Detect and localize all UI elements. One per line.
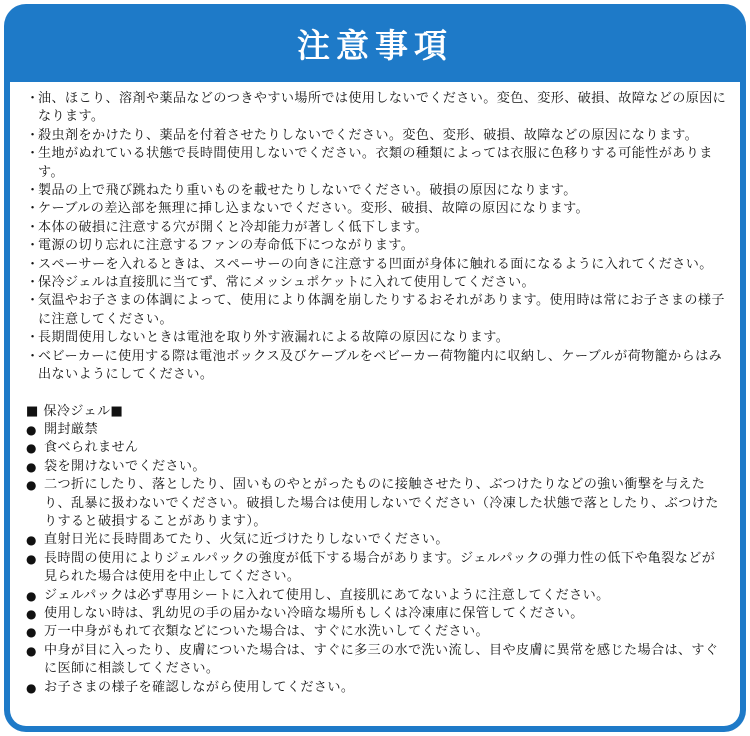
- section-gap: [26, 385, 728, 403]
- gel-note-item-text: ジェルパックは必ず専用シートに入れて使用し、直接肌にあてないように注意してください。: [44, 587, 610, 603]
- caution-item: [26, 127, 728, 145]
- caution-item-text: スペーサーを入れるときは、スペーサーの向きに注意する凹面が身体に触れる面になるように入れてください。: [38, 256, 713, 272]
- gel-note-item: [26, 421, 728, 439]
- bullet-mark: ・: [26, 201, 40, 217]
- caution-item: [26, 329, 728, 347]
- bullet-mark: ●: [26, 643, 37, 658]
- gel-note-item: [26, 642, 728, 679]
- bullet-mark: ・: [26, 256, 40, 272]
- gel-note-item: [26, 623, 728, 641]
- bullet-mark: ・: [26, 183, 40, 199]
- caution-item-text: 生地がぬれている状態で長時間使用しないでください。衣類の種類によっては衣服に色移りする可能性があります。: [38, 146, 713, 180]
- bullet-mark: ・: [26, 330, 40, 346]
- gel-note-item: [26, 550, 728, 587]
- bullet-mark: ・: [26, 275, 40, 291]
- caution-item-text: ベビーカーに使用する際は電池ボックス及びケーブルをベビーカー荷物籠内に収納し、ケーブルが荷物籠からはみ出ないようにしてください。: [38, 348, 723, 383]
- bullet-mark: ●: [26, 533, 37, 548]
- bullet-mark: ●: [26, 422, 37, 437]
- bullet-mark: ●: [26, 588, 37, 603]
- gel-note-item: [26, 476, 728, 531]
- caution-item: [26, 348, 728, 385]
- gel-note-item-text: お子さまの様子を確認しながら使用してください。: [44, 679, 355, 695]
- gel-note-item-text: 使用しない時は、乳幼児の手の届かない冷暗な場所もしくは冷凍庫に保管してください。: [44, 605, 584, 621]
- bullet-mark: ・: [26, 348, 40, 364]
- notice-frame: [4, 4, 746, 732]
- gel-note-item-text: 食べられません: [44, 440, 139, 456]
- caution-list: [26, 90, 728, 385]
- gel-note-item-text: 長時間の使用によりジェルパックの強度が低下する場合があります。ジェルパックの弾力性の低下や亀裂などが見られた場合は使用を中止してください。: [44, 550, 716, 585]
- bullet-mark: ●: [26, 551, 37, 566]
- gel-note-item: [26, 458, 728, 476]
- caution-item: [26, 292, 728, 329]
- caution-item: [26, 182, 728, 200]
- gel-note-item: [26, 679, 728, 697]
- bullet-mark: ・: [26, 238, 40, 254]
- caution-item: [26, 90, 728, 127]
- bullet-mark: ・: [26, 127, 40, 143]
- gel-note-item: [26, 605, 728, 623]
- gel-note-item-text: 直射日光に長時間あてたり、火気に近づけたりしないでください。: [44, 532, 449, 548]
- bullet-mark: ・: [26, 219, 40, 235]
- bullet-mark: ●: [26, 625, 37, 640]
- bullet-mark: ・: [26, 293, 40, 309]
- caution-item-text: ケーブルの差込部を無理に挿し込まないでください。変形、破損、故障の原因になります。: [38, 201, 590, 217]
- gel-note-item-text: 万一中身がもれて衣類などについた場合は、すぐに水洗いしてください。: [44, 624, 490, 640]
- caution-item: [26, 219, 728, 237]
- caution-item-text: 本体の破損に注意する穴が開くと冷却能力が著しく低下します。: [38, 219, 429, 235]
- caution-item-text: 油、ほこり、溶剤や薬品などのつきやすい場所では使用しないでください。変色、変形、破損、故障などの原因になります。: [38, 91, 727, 125]
- caution-item: [26, 200, 728, 218]
- caution-item-text: 保冷ジェルは直接肌に当てず、常にメッシュポケットに入れて使用してください。: [38, 275, 536, 291]
- page-title: 注意事項: [297, 25, 453, 65]
- caution-item: [26, 145, 728, 182]
- bullet-mark: ●: [26, 478, 37, 493]
- gel-note-item-text: 袋を開けないでください。: [44, 458, 206, 474]
- bullet-mark: ・: [26, 91, 40, 106]
- gel-note-item-text: 中身が目に入ったり、皮膚についた場合は、すぐに多三の水で洗い流し、目や皮膚に異常を感じた場合は、すぐに医師に相談してください。: [44, 642, 719, 677]
- caution-item-text: 長期間使用しないときは電池を取り外す液漏れによる故障の原因になります。: [38, 330, 510, 346]
- caution-item: [26, 237, 728, 255]
- gel-note-item: [26, 531, 728, 549]
- caution-item-text: 製品の上で飛び跳ねたり重いものを載せたりしないでください。破損の原因になります。: [38, 183, 577, 199]
- bullet-mark: ●: [26, 459, 37, 474]
- gel-section-title: ■ 保冷ジェル■: [26, 403, 124, 419]
- caution-item-text: 殺虫剤をかけたり、薬品を付着させたりしないでください。変色、変形、破損、故障などの原因になります。: [38, 127, 699, 143]
- caution-item: [26, 274, 728, 292]
- notice-panel: [10, 82, 740, 726]
- bullet-mark: ●: [26, 441, 37, 456]
- bullet-mark: ・: [26, 146, 40, 162]
- caution-item-text: 電源の切り忘れに注意するファンの寿命低下につながります。: [38, 238, 415, 254]
- gel-note-item-text: 開封厳禁: [44, 421, 98, 437]
- gel-note-item: [26, 587, 728, 605]
- bullet-mark: ●: [26, 606, 37, 621]
- gel-note-item: [26, 439, 728, 457]
- gel-note-item-text: 二つ折にしたり、落としたり、固いものやとがったものに接触させたり、ぶつけたりなどの強い衝撃を与えたり、乱暴に扱わないでください。破損した場合は使用しないでください（冷凍した状態で落としたり、ぶつけたりすると破損することがあります）。: [44, 477, 719, 529]
- caution-item-text: 気温やお子さまの体調によって、使用により体調を崩したりするおそれがあります。使用時は常にお子さまの様子に注意してください。: [38, 293, 725, 327]
- caution-item: [26, 256, 728, 274]
- bullet-mark: ●: [26, 680, 37, 695]
- gel-notes-list: [26, 421, 728, 697]
